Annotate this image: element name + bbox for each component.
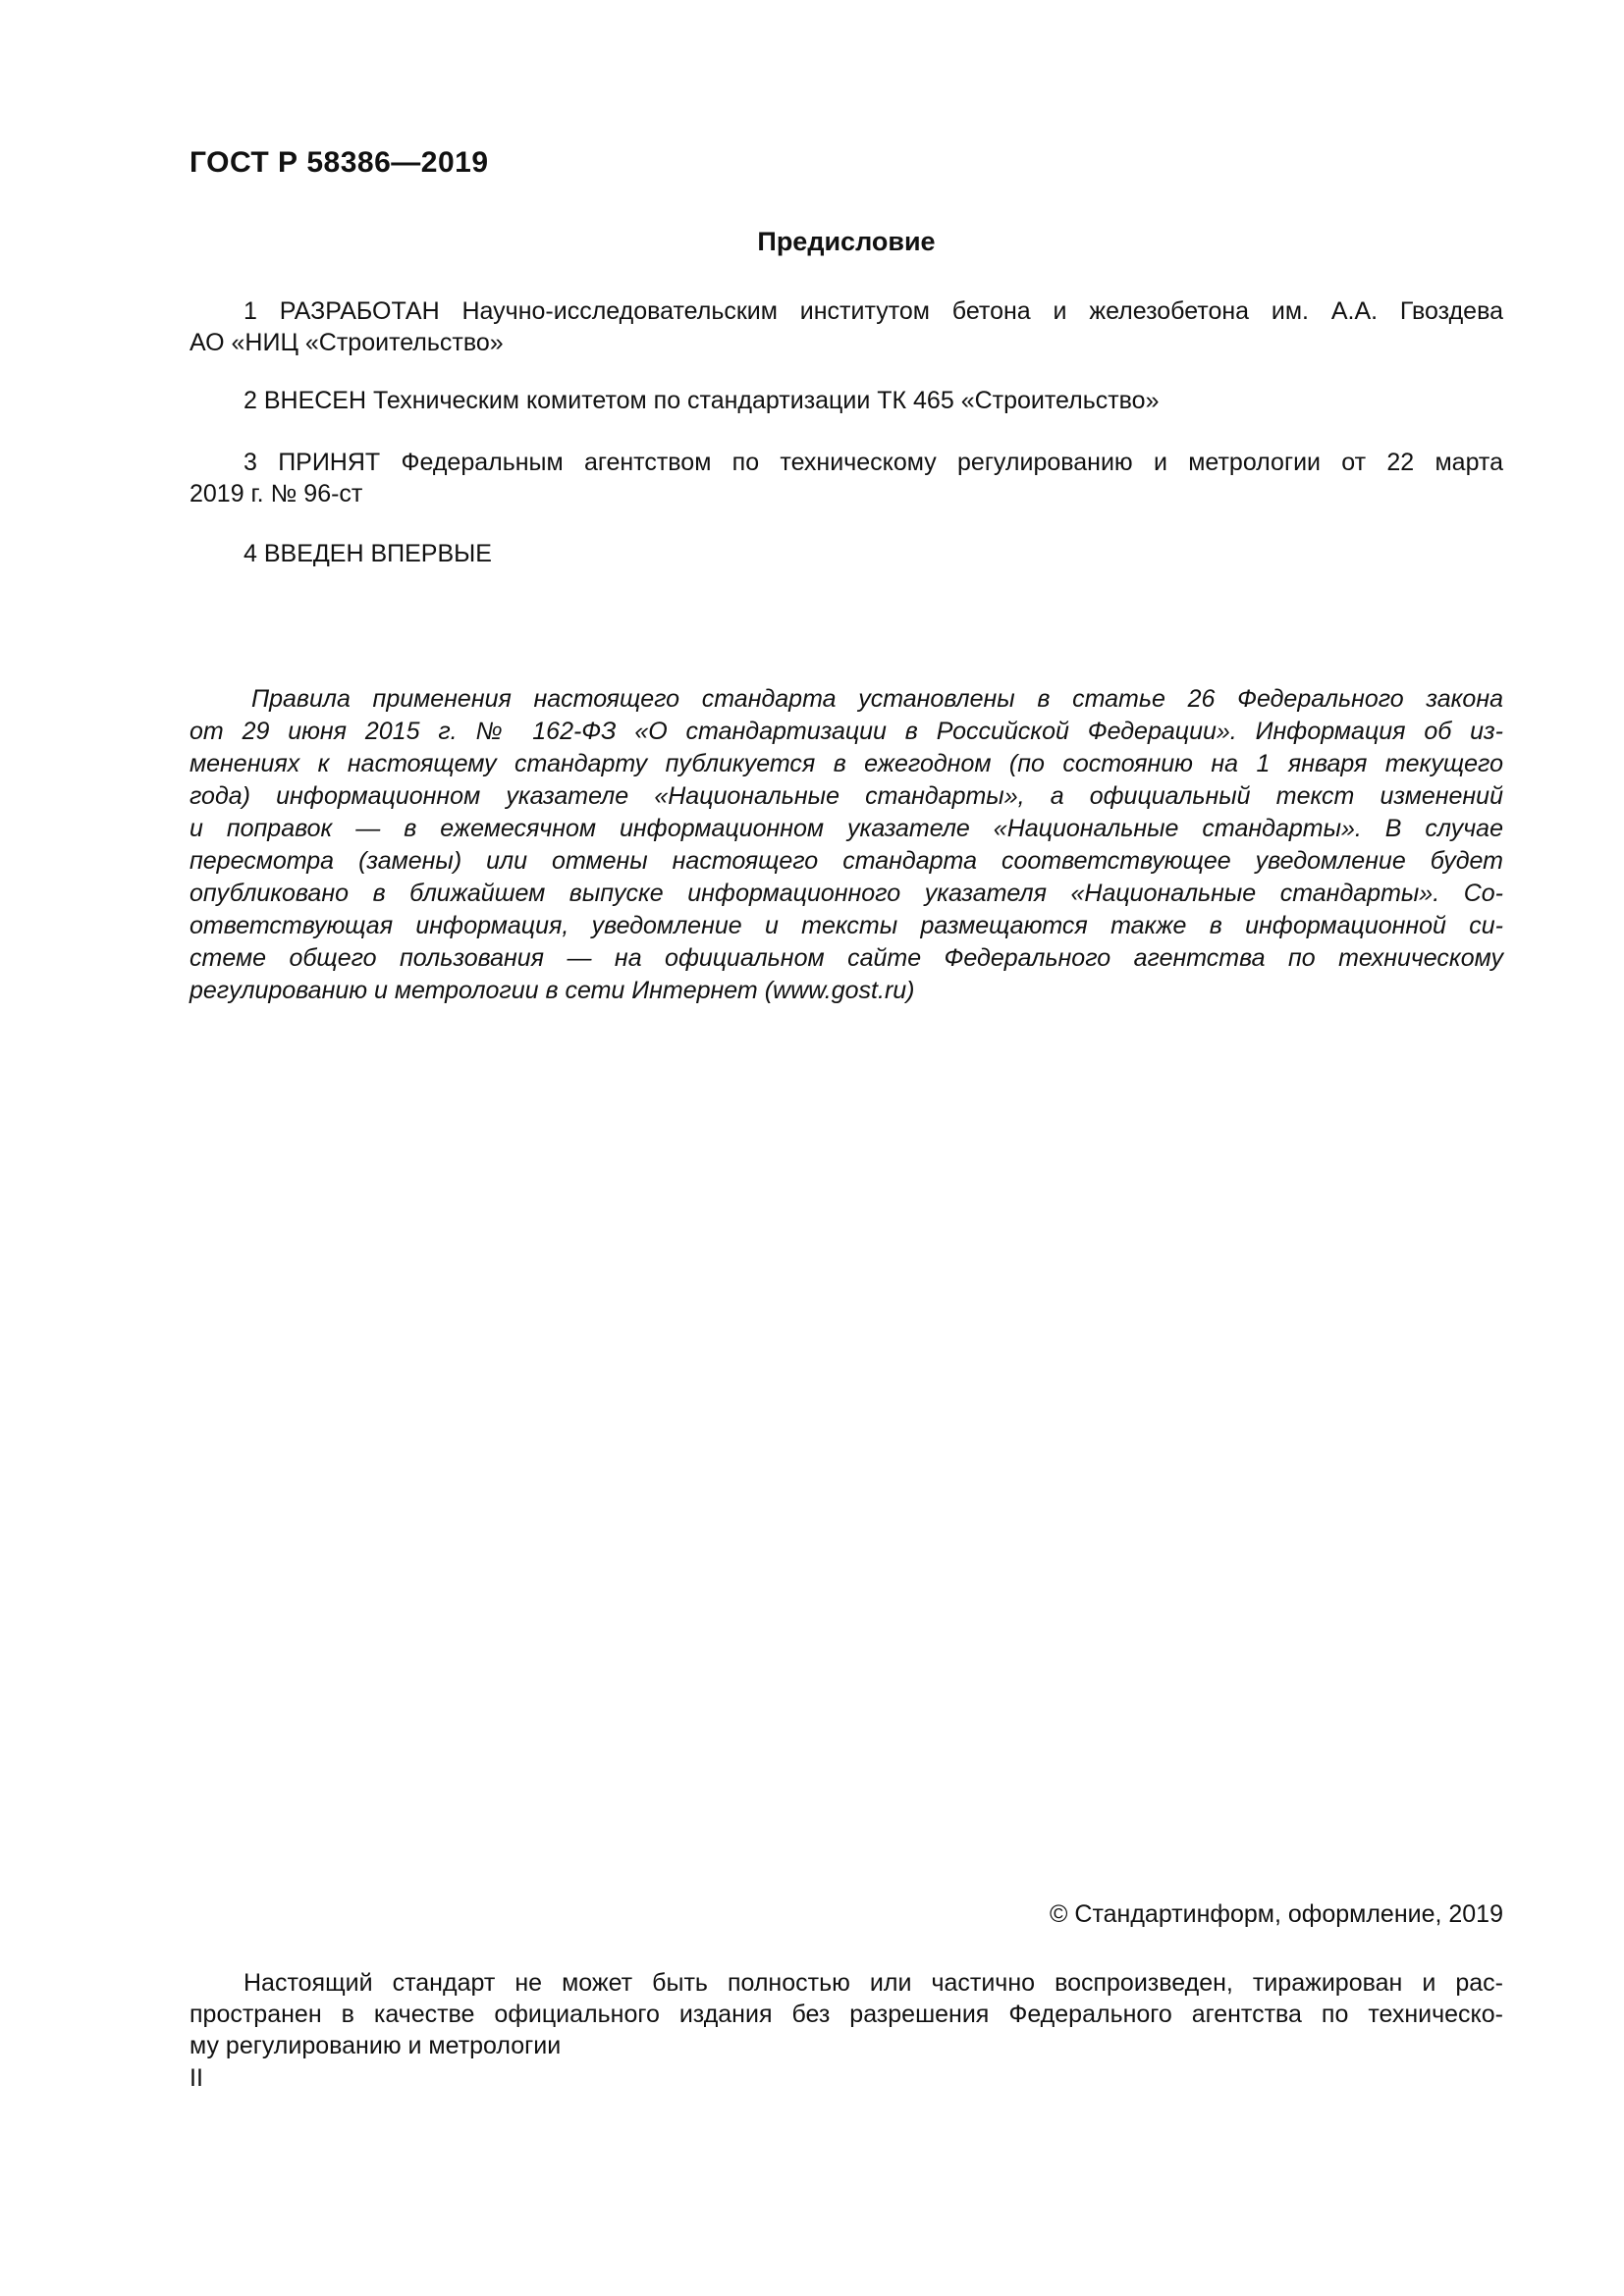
- page-title: Предисловие: [757, 227, 936, 256]
- page-number: II: [189, 2064, 203, 2092]
- legal-notice: [189, 683, 1503, 1007]
- reproduction-notice: [189, 1967, 1503, 2061]
- text-line: 4 ВВЕДЕН ВПЕРВЫЕ: [244, 540, 492, 567]
- foreword-item-developed: [189, 295, 1503, 358]
- text-line: 2 ВНЕСЕН Техническим комитетом по стандартизации ТК 465 «Строительство»: [244, 387, 1160, 414]
- text-line: и поправок — в ежемесячном информационном указателе «Национальные стандарты». В случае: [189, 815, 1503, 842]
- text-line: Настоящий стандарт не может быть полностью или частично воспроизведен, тиражирован и рас-: [244, 1969, 1503, 1997]
- text-line: ответствующая информация, уведомление и тексты размещаются также в информационной си-: [189, 912, 1503, 939]
- text-line: 2019 г. № 96-ст: [189, 480, 363, 507]
- text-line: менениях к настоящему стандарту публикуется в ежегодном (по состоянию на 1 января текущего: [189, 750, 1503, 777]
- foreword-item-submitted: [189, 385, 1503, 416]
- text-line: му регулированию и метрологии: [189, 2032, 562, 2059]
- text-line: АО «НИЦ «Строительство»: [189, 329, 504, 356]
- text-line: опубликовано в ближайшем выпуске информационного указателя «Национальные стандарты». Со-: [189, 880, 1503, 907]
- text-line: 1 РАЗРАБОТАН Научно-исследовательским институтом бетона и железобетона им. А.А. Гвоздева: [244, 297, 1503, 325]
- text-line: года) информационном указателе «Национальные стандарты», а официальный текст изменений: [189, 782, 1503, 810]
- text-line: регулированию и метрологии в сети Интернет (www.gost.ru): [189, 977, 915, 1004]
- text-line: пересмотра (замены) или отмены настоящего стандарта соответствующее уведомление будет: [189, 847, 1503, 875]
- running-header: ГОСТ Р 58386—2019: [189, 146, 489, 179]
- text-line: 3 ПРИНЯТ Федеральным агентством по техническому регулированию и метрологии от 22 марта: [244, 449, 1503, 476]
- text-line: стеме общего пользования — на официальном сайте Федерального агентства по техническому: [189, 944, 1503, 972]
- foreword-item-introduced: [189, 538, 1503, 569]
- text-line: пространен в качестве официального издания без разрешения Федерального агентства по техническо-: [189, 2001, 1503, 2028]
- foreword-item-approved: [189, 447, 1503, 509]
- text-line: от 29 июня 2015 г. № 162-ФЗ «О стандартизации в Российской Федерации». Информация об из-: [189, 718, 1503, 745]
- copyright-notice: © Стандартинформ, оформление, 2019: [1050, 1900, 1503, 1928]
- text-line: Правила применения настоящего стандарта установлены в статье 26 Федерального закона: [251, 685, 1503, 713]
